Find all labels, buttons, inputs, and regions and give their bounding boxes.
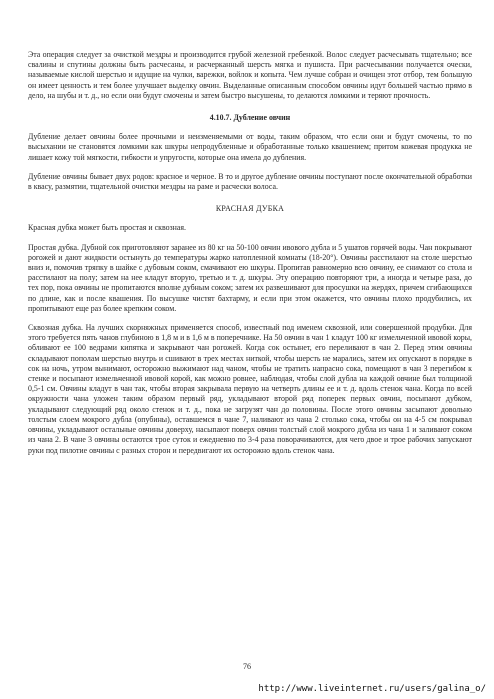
document-page — [28, 50, 472, 456]
watermark-url: http://www.liveinternet.ru/users/galina_o/ — [258, 684, 486, 694]
section-heading: 4.10.7. Дубление овчин — [209, 113, 291, 123]
paragraph-wool-combing: Эта операция следует за очисткой мездры и производится грубой железной гребенкой. Волос следует расчесывать тщательно; все свалины и спутины должны быть расчесаны, и расчерканный шерсть мягка и пушиста. При расчесывании получается очески, называемые кислой шерстью и идущие на чулки, варежки, войлок и копыта. Чем лучше собран и очищен этот отбор, тем большую он имеет ценность и тем более улучшает выделку овчин. Выделанные описанным способом овчины идут большей частью прямо в дело, на шубы и т. д., но если они будут смочены и затем быстро высушены, то делаются ломкими и теряют прочность. — [28, 50, 472, 100]
paragraph-tanning-intro: Дубление делает овчины более прочными и неизменяемыми от воды, таким образом, что если они и будут смочены, то по высыхании не становятся ломкими как шкуры непродубленные и обработанные только квашением; притом кожевая продукка не лишает кожу той мягкости, гибкости и упругости, которые она имела до дубления. — [28, 132, 472, 162]
paragraph-simple-tanning: Простая дубка. Дубной сок приготовляют заранее из 80 кг на 50-100 овчин ивового дубла и 5 ушатов горячей воды. Чан покрывают рогожей и дают жидкости остынуть до температуры жарко натопленной комнаты (18-20°). Овчины расстилают на столе шерстью вниз и, помочив тряпку в шайке с дубовым соком, смачивают ею шкуры. Пропитав равномерно всю овчину, ее снимают со стола и расстилают на полу; затем на нее кладут вторую, третью и т. д. шкуры. Эту операцию повторяют три, а иногда и четыре раза, до тех пор, пока овчины не пропитаются вполне дубным соком; затем их развешивают для просушки на жердях, причем сгибающихся по длине, как и после квашения. По высушке чистят бахтарму, и если при этом окажется, что овчины плохо продубились, их пропитывают еще раз более крепким соком. — [28, 242, 472, 313]
paragraph-tanning-types: Дубление овчины бывает двух родов: красное и черное. В то и другое дубление овчины поступают после окончательной обработки в квасу, размятии, тщательной очистки мездры на раме и расчески волоса. — [28, 171, 472, 192]
paragraph-through-tanning: Сквозная дубка. На лучших скорняжных применяется способ, известный под именем сквозной, или совершенной продубки. Для этого требуется пять чанов глубиною в 1,8 м и в 1,6 м в поперечнике. На 50 овчин в чан 1 кладут 100 кг измельченной ивовой коры, обливают ее 100 ведрами кипятка и закрывают чан рогожей. Когда сок остынет, его переливают в чан 2. Перед этим овчины складывают пополам шерстью внутрь и сшивают в трех местах ниткой, чтобы шерсть не марались, затем их опускают в порядке в сок на ночь, утром вынимают, осторожно выжимают над чаном, чтобы не тратить напрасно сока, помещают в чан 3 перегибом к стенке и посыпают измельченной ивовой корой, как можно ровнее, наблюдая, чтобы слой дубла на каждой овчине был толщиной 0,5-1 см. Овчины кладут в чан так, чтобы вторая закрывала первую на четверть длины ее и т. д. вдоль стенок чана. Когда по всей окружности чана уложен таким образом первый ряд, укладывают второй ряд поперек первых овчин, посыпают дубком, укладывают следующий ряд около стенок и т. д., пока не загрузят чан до половины. После этого овчины засыпают довольно толстым слоем мокрого дубла (опубины), оставшемся в чане 7, наливают из чана 2 столько сока, чтобы он на 4-5 см покрывал овчины, укладывают остальные овчины доверху, насыпают поверх овчин толстый слой мокрого дубла из чана 1 и заливают соком из чана 2. В чане 3 овчины остаются трое суток и ежедневно по 3-4 раза поворачиваются, для чего двое и трое рабочих запускают руки под пилотие овчины с разных сторон и передвигают их осторожно вдоль стенок чана. — [28, 323, 472, 455]
subheading-red-tanning: КРАСНАЯ ДУБКА — [215, 204, 285, 214]
paragraph-red-tanning-kinds: Красная дубка может быть простая и сквозная. — [28, 223, 187, 233]
page-number: 76 — [243, 662, 251, 671]
